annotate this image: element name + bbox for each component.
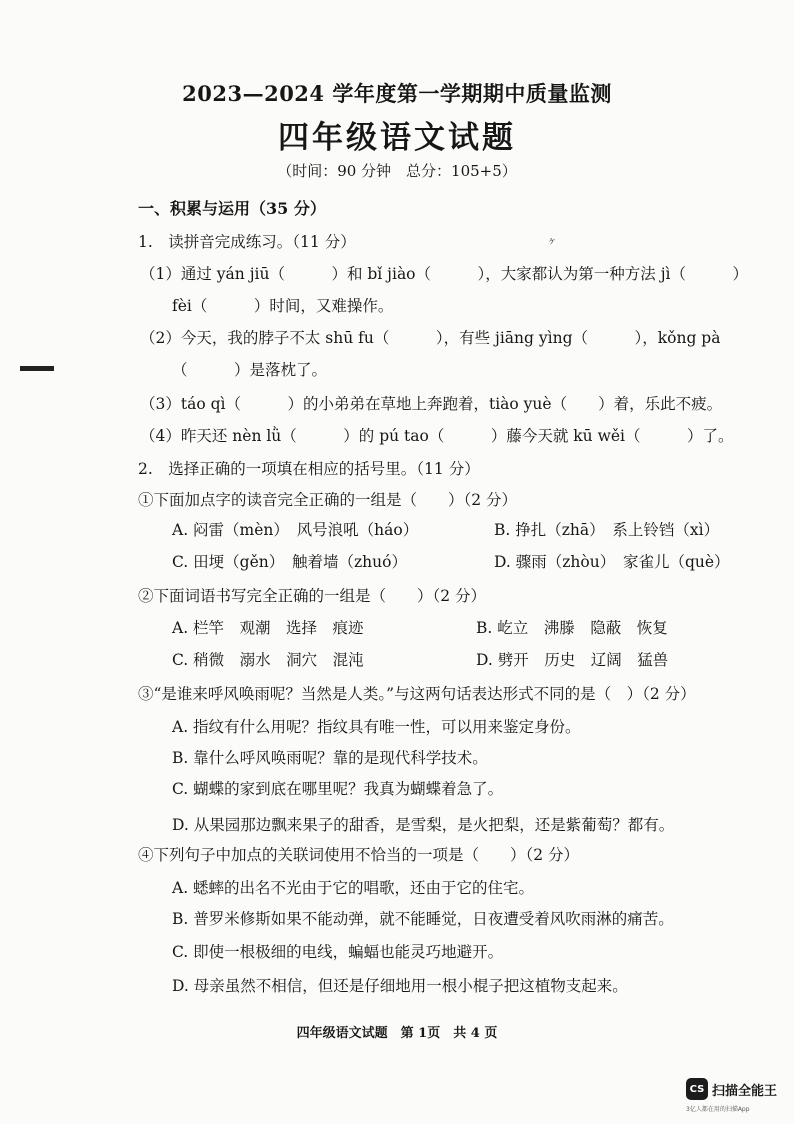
q2-3-option-d: D. 从果园那边飘来果子的甜香，是雪梨，是火把梨，还是紫葡萄？都有。 — [172, 816, 675, 834]
exam-info: （时间：90 分钟 总分：105+5） — [277, 162, 517, 180]
exam-period: 2023—2024 学年度第一学期期中质量监测 — [182, 81, 612, 106]
q2-4-option-d: D. 母亲虽然不相信，但还是仔细地用一根小棍子把这植物支起来。 — [172, 977, 628, 995]
q1-line-3: （2）今天，我的脖子不太 shū fu（ ），有些 jiāng yìng（ ），kǒng pà — [140, 329, 721, 347]
q2-4-option-c: C. 即使一根极细的电线，蝙蝠也能灵巧地避开。 — [172, 943, 504, 961]
q1-line-2: fèi（ ）时间，又难操作。 — [172, 297, 394, 315]
scanner-app-name: 扫描全能王 — [712, 1084, 778, 1099]
q2-3-option-a: A. 指纹有什么用呢？指纹具有唯一性，可以用来鉴定身份。 — [172, 718, 581, 736]
q1-line-4: （ ）是落枕了。 — [172, 361, 328, 379]
section-1-heading: 一、积累与运用（35 分） — [138, 199, 326, 218]
scanner-logo-icon: CS — [686, 1078, 708, 1100]
scanner-slogan: 3亿人都在用的扫描App — [686, 1106, 750, 1113]
q2-1-option-b: B. 挣扎（zhā） 系上铃铛（xì） — [494, 521, 720, 539]
q2-1-option-c: C. 田埂（gěn） 触着墙（zhuó） — [172, 553, 407, 571]
q2-3-option-c: C. 蝴蝶的家到底在哪里呢？我真为蝴蝶着急了。 — [172, 780, 504, 798]
stray-mark: ヶ — [547, 236, 557, 247]
q2-2-option-b: B. 屹立 沸滕 隐蔽 恢复 — [476, 619, 668, 637]
q2-2-option-d: D. 劈开 历史 辽阔 猛兽 — [476, 651, 669, 669]
q2-sub-1: ①下面加点字的读音完全正确的一组是（ ）（2 分） — [138, 491, 518, 509]
q2-sub-4: ④下列句子中加点的关联词使用不恰当的一项是（ ）（2 分） — [138, 846, 580, 864]
q2-title: 2. 选择正确的一项填在相应的括号里。（11 分） — [138, 460, 480, 478]
q2-1-option-a: A. 闷雷（mèn） 风号浪吼（háo） — [172, 521, 419, 539]
q2-4-option-b: B. 普罗米修斯如果不能动弹，就不能睡觉，日夜遭受着风吹雨淋的痛苦。 — [172, 910, 674, 928]
q2-4-option-a: A. 蟋蟀的出名不光由于它的唱歌，还由于它的住宅。 — [172, 879, 535, 897]
q1-line-1: （1）通过 yán jiū（ ）和 bǐ jiào（ ），大家都认为第一种方法 jì（ ） — [140, 265, 748, 283]
q2-2-option-a: A. 栏竿 观潮 选择 痕迹 — [172, 619, 364, 637]
q1-line-6: （4）昨天还 nèn lǜ（ ）的 pú tao（ ）藤今天就 kū wěi（ ）了。 — [140, 427, 734, 445]
page-title: 四年级语文试题 — [278, 120, 516, 156]
q2-sub-2: ②下面词语书写完全正确的一组是（ ）（2 分） — [138, 587, 487, 605]
q2-sub-3: ③“是谁来呼风唤雨呢？当然是人类。”与这两句话表达形式不同的是（ ）（2 分） — [138, 685, 696, 703]
q1-line-5: （3）táo qì（ ）的小弟弟在草地上奔跑着，tiào yuè（ ）着，乐此不疲。 — [140, 395, 723, 413]
page-footer: 四年级语文试题 第 1页 共 4 页 — [296, 1026, 498, 1041]
q2-3-option-b: B. 靠什么呼风唤雨呢？靠的是现代科学技术。 — [172, 749, 488, 767]
q2-2-option-c: C. 稍微 溺水 洞穴 混沌 — [172, 651, 364, 669]
q1-title: 1. 读拼音完成练习。（11 分） — [138, 233, 356, 251]
margin-dash — [20, 366, 54, 371]
q2-1-option-d: D. 骤雨（zhòu） 家雀儿（què） — [494, 553, 730, 571]
